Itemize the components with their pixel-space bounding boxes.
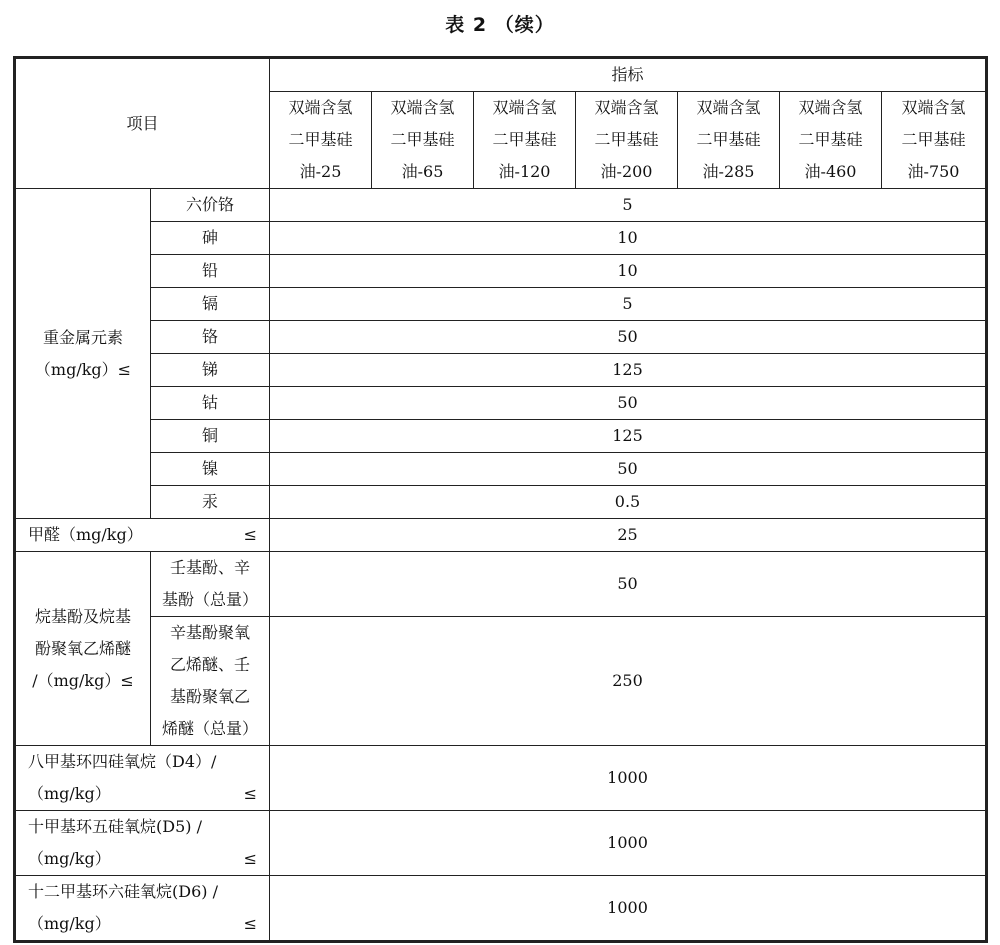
limit-value: 25 [270, 519, 986, 552]
limit-value: 10 [270, 255, 986, 288]
metal-name: 镉 [151, 288, 270, 321]
limit-value: 50 [270, 453, 986, 486]
limit-value: 50 [270, 387, 986, 420]
metal-name: 汞 [151, 486, 270, 519]
table-row [16, 746, 986, 811]
table-row [16, 321, 986, 354]
table-row [16, 811, 986, 876]
header-row-1 [16, 59, 986, 92]
heavy-metals-group: 重金属元素 （mg/kg）≤ [16, 189, 151, 519]
product-header: 双端含氢 二甲基硅 油-25 [270, 92, 372, 189]
limit-value: 5 [270, 189, 986, 222]
alkylphenol-subitem: 壬基酚、辛 基酚（总量） [151, 552, 270, 617]
table-caption: 表 2 （续） [445, 14, 555, 36]
table-row [16, 222, 986, 255]
product-header: 双端含氢 二甲基硅 油-120 [474, 92, 576, 189]
table-row [16, 552, 986, 617]
metal-name: 镍 [151, 453, 270, 486]
metal-name: 铅 [151, 255, 270, 288]
metal-name: 砷 [151, 222, 270, 255]
item-header: 项目 [16, 59, 270, 189]
table-row [16, 387, 986, 420]
limit-value: 1000 [270, 811, 986, 876]
table-row [16, 189, 986, 222]
table-row [16, 288, 986, 321]
limit-value: 125 [270, 420, 986, 453]
alkylphenol-subitem: 辛基酚聚氧 乙烯醚、壬 基酚聚氧乙 烯醚（总量） [151, 617, 270, 746]
siloxane-label: 十二甲基环六硅氧烷(D6) / （mg/kg） ≤ [16, 876, 270, 941]
product-header: 双端含氢 二甲基硅 油-285 [678, 92, 780, 189]
limit-value: 5 [270, 288, 986, 321]
limit-value: 125 [270, 354, 986, 387]
metal-name: 锑 [151, 354, 270, 387]
table-row [16, 519, 986, 552]
limit-value: 1000 [270, 876, 986, 941]
product-header: 双端含氢 二甲基硅 油-200 [576, 92, 678, 189]
metal-name: 铬 [151, 321, 270, 354]
indicator-header: 指标 [270, 59, 986, 92]
metal-name: 六价铬 [151, 189, 270, 222]
siloxane-label: 十甲基环五硅氧烷(D5) / （mg/kg） ≤ [16, 811, 270, 876]
table-row [16, 420, 986, 453]
table-row [16, 354, 986, 387]
table-row [16, 453, 986, 486]
limit-value: 0.5 [270, 486, 986, 519]
product-header: 双端含氢 二甲基硅 油-460 [780, 92, 882, 189]
table-row [16, 486, 986, 519]
table-row [16, 617, 986, 746]
alkylphenol-group: 烷基酚及烷基 酚聚氧乙烯醚 /（mg/kg）≤ [16, 552, 151, 746]
metal-name: 铜 [151, 420, 270, 453]
formaldehyde-label: 甲醛（mg/kg） ≤ [16, 519, 270, 552]
limit-value: 1000 [270, 746, 986, 811]
limit-value: 250 [270, 617, 986, 746]
spec-table [15, 58, 986, 941]
limit-value: 50 [270, 552, 986, 617]
limit-value: 10 [270, 222, 986, 255]
siloxane-label: 八甲基环四硅氧烷（D4）/ （mg/kg） ≤ [16, 746, 270, 811]
table-row [16, 255, 986, 288]
product-header: 双端含氢 二甲基硅 油-65 [372, 92, 474, 189]
product-header: 双端含氢 二甲基硅 油-750 [882, 92, 986, 189]
metal-name: 钴 [151, 387, 270, 420]
limit-value: 50 [270, 321, 986, 354]
table-row [16, 876, 986, 941]
